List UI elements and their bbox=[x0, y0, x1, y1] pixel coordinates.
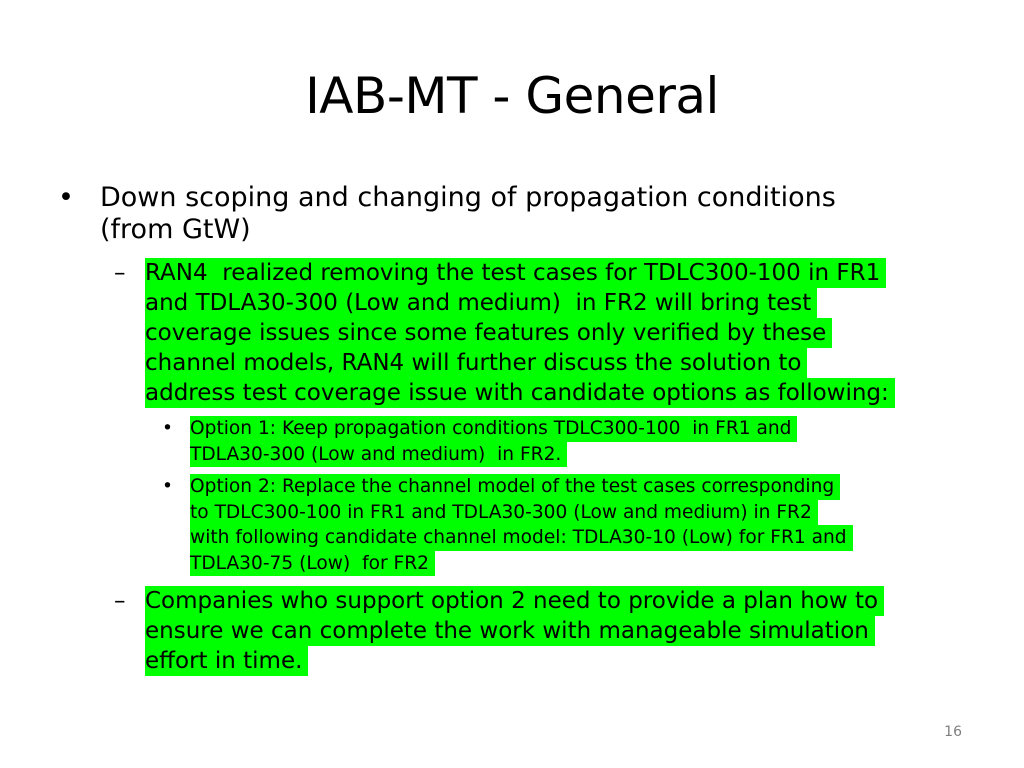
highlighted-line: channel models, RAN4 will further discuss the solution to bbox=[145, 348, 807, 378]
slide-title: IAB-MT - General bbox=[305, 67, 719, 125]
highlighted-line: coverage issues since some features only verified by these bbox=[145, 318, 832, 348]
main-bullet-line: Down scoping and changing of propagation conditions bbox=[100, 182, 836, 213]
highlighted-line: RAN4 realized removing the test cases for TDLC300-100 in FR1 bbox=[145, 258, 886, 288]
bullet-marker: • bbox=[58, 182, 74, 213]
option-text bbox=[190, 474, 853, 576]
highlighted-line: TDLA30-75 (Low) for FR2 bbox=[190, 551, 435, 577]
option-bullet-marker: • bbox=[162, 418, 173, 439]
dash-marker: – bbox=[114, 588, 126, 614]
highlighted-line: Companies who support option 2 need to provide a plan how to bbox=[145, 586, 884, 616]
highlighted-line: with following candidate channel model: TDLA30-10 (Low) for FR1 and bbox=[190, 525, 853, 551]
highlighted-line: ensure we can complete the work with manageable simulation bbox=[145, 616, 875, 646]
highlighted-line: TDLA30-300 (Low and medium) in FR2. bbox=[190, 442, 567, 468]
main-bullet-line: (from GtW) bbox=[100, 214, 251, 245]
option-bullet-marker: • bbox=[162, 476, 173, 497]
dash-marker: – bbox=[114, 260, 126, 286]
option-text bbox=[190, 416, 797, 467]
highlighted-line: Option 2: Replace the channel model of the test cases corresponding bbox=[190, 474, 840, 500]
highlighted-line: Option 1: Keep propagation conditions TDLC300-100 in FR1 and bbox=[190, 416, 797, 442]
highlighted-line: to TDLC300-100 in FR1 and TDLA30-300 (Low and medium) in FR2 bbox=[190, 500, 818, 526]
highlighted-line: address test coverage issue with candidate options as following: bbox=[145, 378, 895, 408]
highlighted-line: and TDLA30-300 (Low and medium) in FR2 will bring test bbox=[145, 288, 817, 318]
highlighted-line: effort in time. bbox=[145, 646, 308, 676]
sub-item-text bbox=[145, 258, 895, 408]
sub-item-text bbox=[145, 586, 884, 676]
main-bullet bbox=[58, 182, 958, 246]
page-number: 16 bbox=[944, 724, 962, 740]
main-bullet-text bbox=[100, 182, 920, 246]
